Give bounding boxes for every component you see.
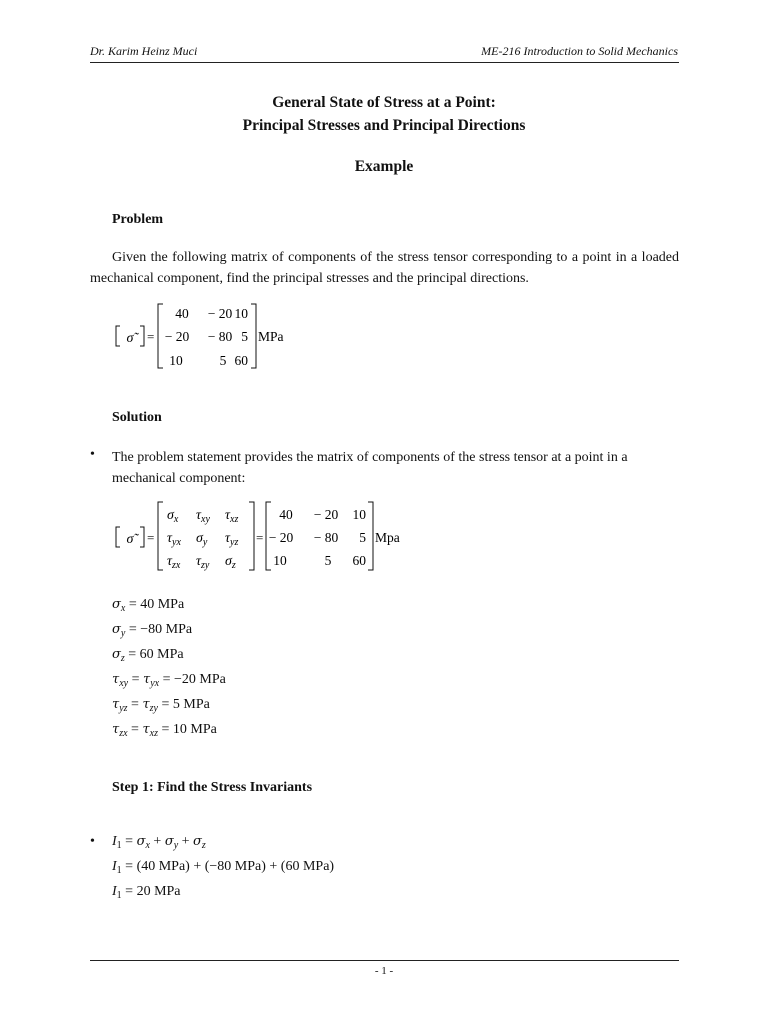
svg-text:− 20: − 20 [268,530,294,545]
svg-text:10: 10 [273,553,287,568]
header-course: ME-216 Introduction to Solid Mechanics [481,44,678,58]
svg-text:10: 10 [352,507,366,522]
matrix-cell: 60 [234,353,248,368]
component-sigma-y: $\sigma_y = -80$ MPa [112,622,193,639]
svg-text:τyz: $\tau_{yz}$ [225,531,239,548]
matrix-cell: − 20 [207,306,233,321]
unit-label: MPa [258,329,284,344]
svg-text:σz: $\sigma_z$ [225,554,236,571]
svg-text:τxz: $\tau_{xz}$ [225,508,239,525]
invariant-i1-result: $I_1 = 20$ MPa [112,884,181,901]
solution-bullet-text: The problem statement provides the matrix of components of the stress tensor at a point in a mechanical component: [112,450,628,486]
tilde-sigma-symbol: σ̃ [126,331,134,346]
matrix-cell: − 80 [207,329,233,344]
bullet-icon: • [90,447,95,462]
solution-heading: Solution [112,410,162,425]
invariant-i1-substitution: $I_1 = (40$ MPa) + (−80 MPa) + (60 MPa) [112,859,335,876]
page-title-line1: General State of Stress at a Point: [272,94,496,111]
svg-text:60: 60 [352,553,366,568]
header-author: Dr. Karim Heinz Muci [90,44,198,58]
page-title-line2: Principal Stresses and Principal Directions [242,117,526,134]
footer-rule [90,960,679,961]
svg-text:Mpa: Mpa [375,530,400,545]
matrix-cell: 40 [175,306,189,321]
svg-text:σ̃: σ̃ [126,532,134,547]
component-sigma-z: $\sigma_z = 60$ MPa [112,647,184,664]
component-tau-xy: $\tau_{xy} = \tau_{yx} = -20$ MPa [112,672,226,689]
svg-text:− 80: − 80 [313,530,339,545]
svg-text:=: = [147,530,155,545]
matrix-cell: 5 [241,329,248,344]
svg-text:=: = [147,329,155,344]
invariant-i1-definition: $I_1 = \sigma_x + \sigma_y + \sigma_z$ [112,834,206,851]
problem-heading: Problem [112,212,164,227]
svg-text:5: 5 [324,553,332,568]
svg-text:τyx: $\tau_{yx}$ [167,531,181,548]
svg-text:τzx: $\tau_{zx}$ [167,554,181,571]
stress-tensor-matrix [110,500,410,572]
matrix-cell: 10 [234,306,248,321]
matrix-cell: 10 [169,353,183,368]
svg-text:τxy: $\tau_{xy}$ [196,508,210,525]
svg-text:5: 5 [359,530,366,545]
component-tau-zx: $\tau_{zx} = \tau_{xz} = 10$ MPa [112,722,217,739]
svg-text:σy: $\sigma_y$ [196,531,208,548]
matrix-cell: 5 [219,353,227,368]
svg-text:σx: $\sigma_x$ [167,508,179,525]
svg-text:40: 40 [279,507,293,522]
matrix-cell: − 20 [164,329,190,344]
step1-heading: Step 1: Find the Stress Invariants [112,780,313,795]
page-number: - 1 - [374,965,394,977]
svg-text:=: = [256,530,264,545]
header-rule [90,62,679,63]
svg-text:− 20: − 20 [313,507,339,522]
page-subtitle: Example [354,158,414,175]
svg-text:τzy: $\tau_{zy}$ [196,554,210,571]
component-tau-yz: $\tau_{yz} = \tau_{zy} = 5$ MPa [112,697,210,714]
component-sigma-x: $\sigma_x = 40$ MPa [112,597,185,614]
bullet-icon: • [90,834,95,849]
problem-text: Given the following matrix of components of the stress tensor corresponding to a point in a loaded mechanical component, find the principal stresses and the principal directions. [90,250,679,286]
problem-matrix [110,302,310,372]
